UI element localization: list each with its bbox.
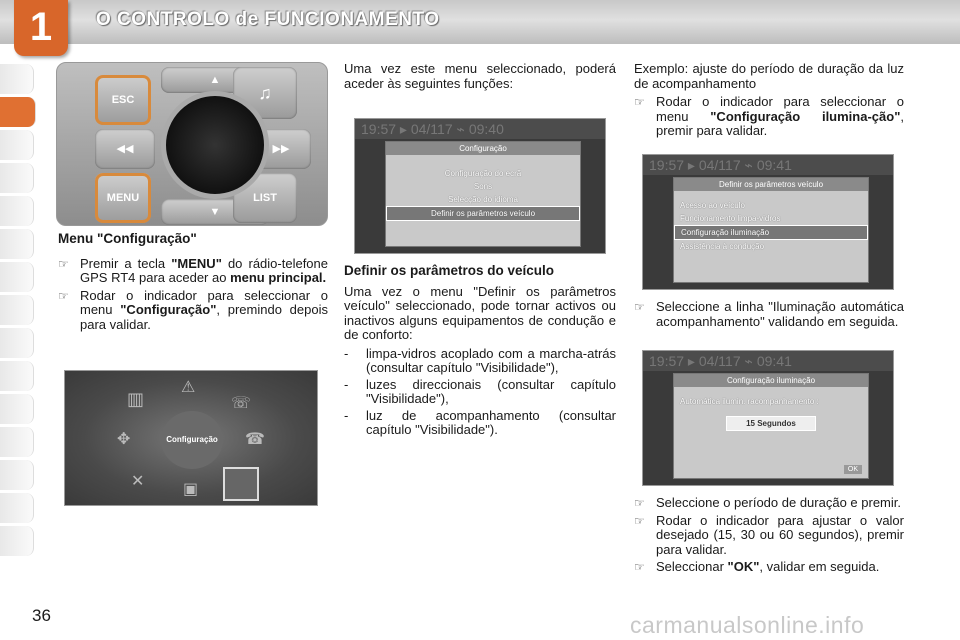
- instruction-item: ☞ Premir a tecla "MENU" do rádio-telefone GPS RT4 para aceder ao menu principal.: [58, 255, 328, 285]
- screen-menu-item: Configuração do ecrã: [444, 169, 522, 178]
- screen-menu-title: Configuração iluminação: [674, 374, 868, 387]
- chapter-tab[interactable]: [0, 460, 34, 490]
- list-item: - luzes direccionais (consultar capítulo "Visibilidade"),: [344, 376, 616, 406]
- column-right-middle: [634, 300, 904, 332]
- instruction-item: ☞ Rodar o indicador para ajustar o valor desejado (15, 30 ou 60 segundos), premir para validar.: [634, 512, 904, 557]
- warning-icon: ⚠: [181, 379, 196, 396]
- wheel-center-label: Configuração: [161, 411, 223, 469]
- screen-menu-title: Definir os parâmetros veículo: [674, 178, 868, 191]
- chapter-tab[interactable]: [0, 295, 34, 325]
- duration-value: 15 Segundos: [726, 416, 816, 431]
- chapter-tab[interactable]: [0, 361, 34, 391]
- screen-menu-item-selected: Definir os parâmetros veículo: [386, 206, 580, 221]
- instruction-item: ☞ Seleccionar "OK", validar em seguida.: [634, 559, 880, 574]
- configuration-screen-image: [354, 118, 606, 254]
- chapter-tab[interactable]: [0, 163, 34, 193]
- page-number: 36: [32, 606, 51, 625]
- instruction-item: ☞ Rodar o indicador para seleccionar o menu "Configuração ilumina-ção", premir para validar.: [634, 94, 904, 138]
- chapter-badge: 1: [14, 0, 68, 56]
- list-item: - luz de acompanhamento (consultar capítulo "Visibilidade").: [344, 407, 616, 437]
- phonebook-icon: ☎: [245, 431, 265, 448]
- pointing-hand-icon: ☞: [634, 560, 645, 574]
- instruction-item: ☞ Seleccione o período de duração e premir.: [634, 495, 901, 510]
- chapter-tabs: [0, 64, 34, 576]
- pointing-hand-icon: ☞: [58, 256, 69, 271]
- lighting-configuration-screen-image: [642, 350, 894, 486]
- menu-button: MENU: [95, 173, 151, 223]
- configuration-wheel-image: [64, 370, 318, 506]
- chapter-tab[interactable]: [0, 427, 34, 457]
- instruction-item: ☞ Seleccione a linha "Iluminação automática acompanhamento" validando em seguida.: [634, 299, 904, 329]
- chapter-tab[interactable]: [0, 328, 34, 358]
- chapter-tab[interactable]: [0, 493, 34, 523]
- screen-menu: [673, 177, 869, 283]
- screen-menu-item: Selecção do idioma: [448, 195, 518, 204]
- screen-status-bar: 19:57 ▸ 04/117 ⌁ 09:41: [643, 351, 893, 371]
- section-heading: Definir os parâmetros do veículo: [344, 263, 555, 278]
- control-panel-image: [56, 62, 328, 226]
- pointing-hand-icon: ☞: [634, 300, 645, 314]
- pointing-hand-icon: ☞: [634, 496, 645, 510]
- screen-status-bar: 19:57 ▸ 04/117 ⌁ 09:40: [355, 119, 605, 139]
- screen-menu: [385, 141, 581, 247]
- screen-menu: [673, 373, 869, 479]
- rotary-knob: [161, 91, 269, 199]
- intro-text: Uma vez este menu seleccionado, poderá aceder às seguintes funções:: [344, 61, 616, 91]
- rewind-icon: ◀◀: [95, 129, 155, 169]
- column-right-lower: [634, 496, 904, 578]
- up-arrow-icon: ▲: [161, 67, 269, 93]
- page-title: O CONTROLO de FUNCIONAMENTO: [96, 9, 440, 30]
- esc-button: ESC: [95, 75, 151, 125]
- navigation-icon: ✥: [117, 431, 131, 448]
- media-icon: ▣: [183, 481, 199, 498]
- books-icon: ▥: [127, 389, 145, 409]
- paragraph: Uma vez o menu "Definir os parâmetros veículo" seleccionado, pode tornar activos ou inactivos alguns equipamentos de condução e de conforto:: [344, 283, 616, 342]
- phone-icon: ☏: [231, 395, 252, 412]
- chapter-tab[interactable]: [0, 229, 34, 259]
- down-arrow-icon: ▼: [161, 199, 269, 225]
- pointing-hand-icon: ☞: [58, 288, 69, 303]
- chapter-tab[interactable]: [0, 394, 34, 424]
- column-right: [634, 62, 904, 142]
- chapter-tab-active[interactable]: [0, 97, 36, 127]
- screen-menu-line: Automática ilumin. racompanhamento :: [680, 397, 819, 406]
- screen-menu-item-selected: Configuração iluminação: [674, 225, 868, 240]
- list-item: - limpa-vidros acoplado com a marcha-atrás (consultar capítulo "Visibilidade"),: [344, 345, 616, 375]
- instruction-item: ☞ Rodar o indicador para seleccionar o menu "Configuração", premindo depois para validar.: [58, 287, 328, 332]
- screen-menu-item: Assistência à condução: [680, 242, 765, 251]
- settings-icon: [223, 467, 259, 501]
- screen-menu-item: Acesso ao veículo: [680, 201, 745, 210]
- watermark: carmanualsonline.info: [630, 612, 865, 638]
- forward-icon: ▶▶: [251, 129, 311, 169]
- screen-menu-item: Sons: [473, 182, 493, 191]
- pointing-hand-icon: ☞: [634, 95, 645, 109]
- column-middle-lower: [344, 264, 616, 440]
- chapter-tab[interactable]: [0, 196, 34, 226]
- screen-menu-title: Configuração: [386, 142, 580, 155]
- tools-icon: ✕: [131, 473, 145, 490]
- chapter-tab[interactable]: [0, 130, 34, 160]
- screen-menu-item: Funcionamento limpa-vidros: [680, 214, 781, 223]
- page-header: [0, 0, 960, 49]
- vehicle-parameters-screen-image: [642, 154, 894, 290]
- column-middle: [344, 62, 616, 95]
- music-icon: ♫: [233, 67, 297, 119]
- screen-status-bar: 19:57 ▸ 04/117 ⌁ 09:41: [643, 155, 893, 175]
- list-button: LIST: [233, 173, 297, 223]
- section-heading: Menu "Configuração": [58, 231, 197, 246]
- pointing-hand-icon: ☞: [634, 513, 645, 528]
- column-left: [58, 232, 328, 335]
- chapter-tab[interactable]: [0, 526, 34, 556]
- chapter-tab[interactable]: [0, 262, 34, 292]
- chapter-tab[interactable]: [0, 64, 34, 94]
- intro-text: Exemplo: ajuste do período de duração da luz de acompanhamento: [634, 61, 904, 91]
- ok-button: OK: [844, 465, 862, 474]
